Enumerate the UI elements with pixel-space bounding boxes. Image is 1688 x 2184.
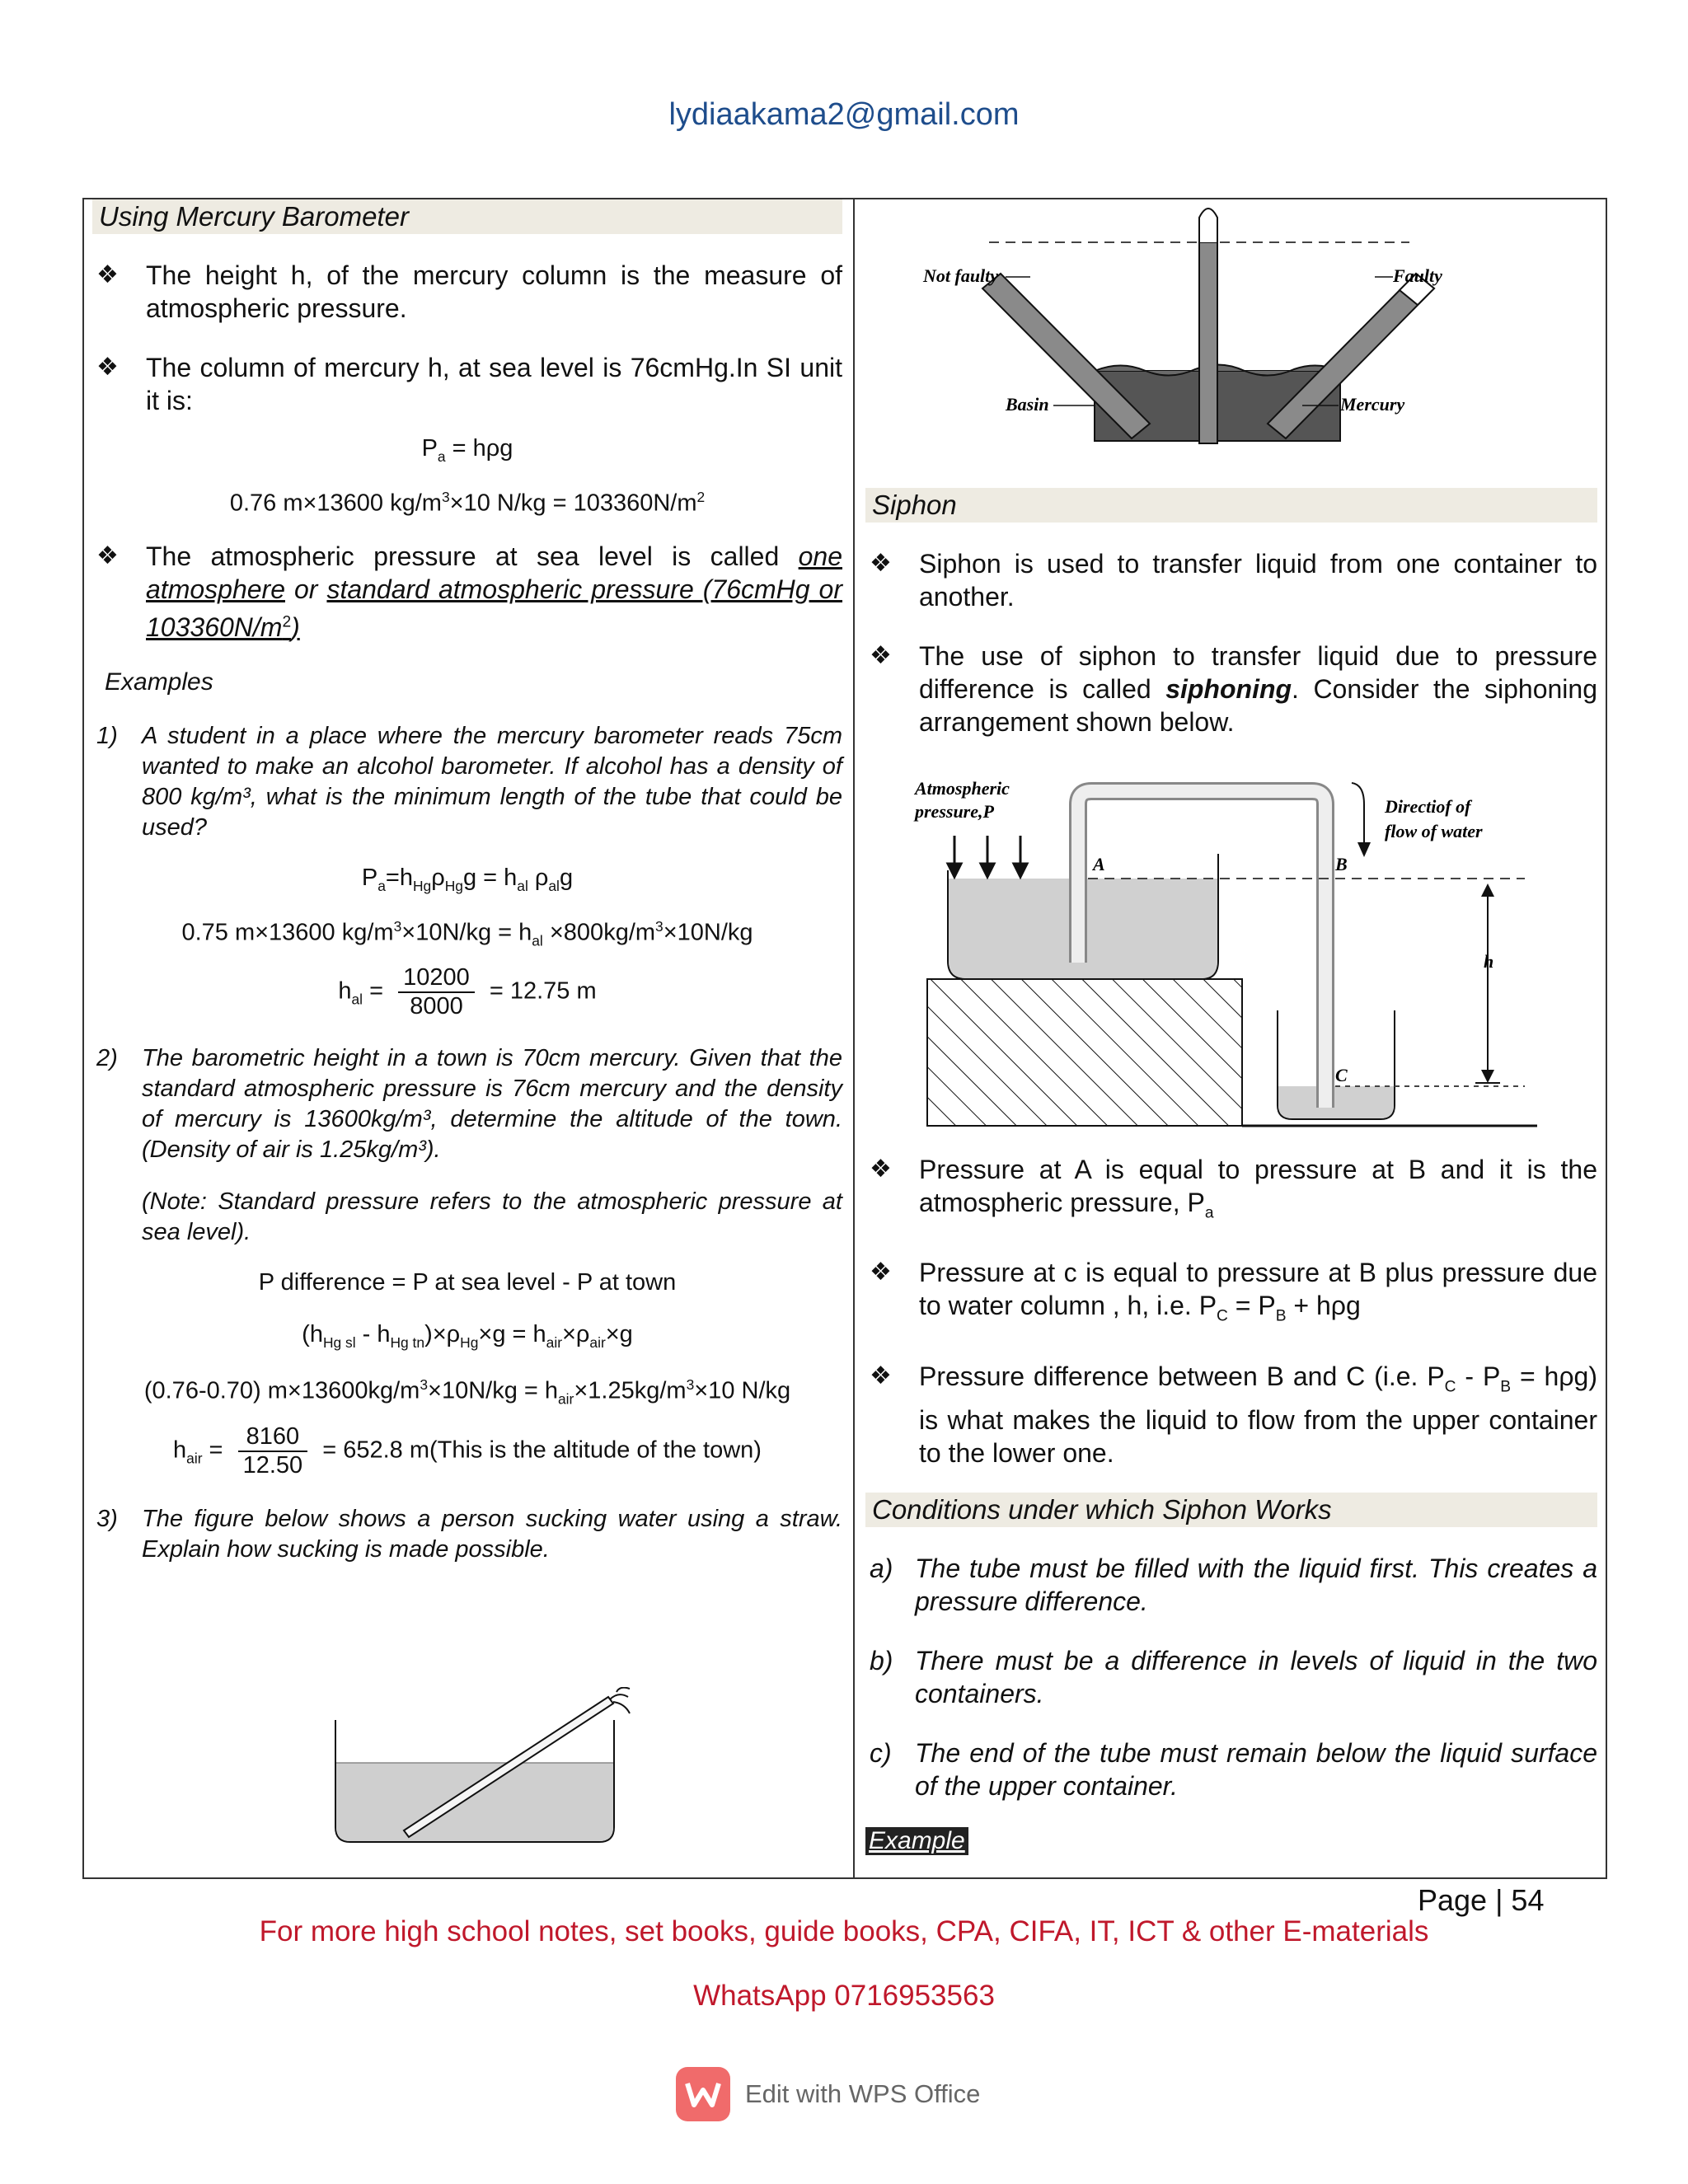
label-not-faulty: Not faulty <box>923 265 999 286</box>
label-atmospheric: Atmospheric <box>915 778 1010 799</box>
section-heading-siphon: Siphon <box>865 488 1597 523</box>
barometer-tubes-figure <box>865 199 1597 484</box>
equation-q2-c: (0.76-0.70) $m\times 13600kg/m^3\times 10N/kg = h_{air}\times 1.25kg/m^3\times 10$ N/kg <box>143 1376 791 1408</box>
bullet-pressure-c: ❖ Pressure at c is equal to pressure at B plus pressure due to water column , h, i.e. $P_C = P_B + h\rho g$ <box>870 1258 1597 1325</box>
bullet-diamond-icon: ❖ <box>96 354 119 381</box>
left-column <box>92 199 842 1565</box>
example-question-2: 2) The barometric height in a town is 70cm mercury. Given that the standard atmospheric pressure is 76cm mercury and the density of mercury is 13600kg/m³, determine the altitude of the town. (Density of air is 1.25kg/m³). <box>96 1045 842 1164</box>
label-basin: Basin <box>1006 394 1049 415</box>
equation-q1-result: $h_{al}$ = $\frac{10200}{8000}$ = 12.75 m <box>338 964 597 1020</box>
header-email: lydiaakama2@gmail.com <box>668 97 1020 132</box>
bullet-siphoning: ❖ The use of siphon to transfer liquid due to pressure difference is called siphoning. Consider the siphoning arrangement shown below. <box>870 641 1597 737</box>
label-mercury: Mercury <box>1340 394 1405 415</box>
bullet-diamond-icon: ❖ <box>870 642 892 669</box>
equation-q2-a: P difference = P at sea level - P at town <box>258 1269 677 1296</box>
label-pressure-pa: pressure,P <box>915 801 994 822</box>
label-point-b: B <box>1335 854 1348 874</box>
bullet-diamond-icon: ❖ <box>96 542 119 570</box>
equation-q2-b: $(h_{Hg sl} - h_{Hg tn})\times\rho_{Hg}\times g = h_{air}\times\rho_{air}\times g$ <box>302 1321 633 1352</box>
equation-q1-b: 0.75 m×13600 $kg/m^3\times 10N/kg = h_{al} \times 800kg/m^3\times 10N/kg$ <box>181 917 753 949</box>
label-point-a: A <box>1093 854 1105 874</box>
example-label-box <box>865 1827 1597 1855</box>
bullet-column-sea-level: ❖ The column of mercury h, at sea level is 76cmHg.In SI unit it is: <box>96 353 842 415</box>
example-label: Example <box>865 1827 968 1855</box>
bullet-diamond-icon: ❖ <box>870 1361 892 1390</box>
wps-logo-icon <box>676 2067 730 2121</box>
footer-promo: For more high school notes, set books, guide books, CPA, CIFA, IT, ICT & other E-materials <box>259 1915 1429 1947</box>
section-heading-mercury-barometer: Using Mercury Barometer <box>92 199 842 234</box>
equation-pa-values: 0.76 m×13600 $kg/m^3\times 10$ $N/kg = 103360N/m^2$ <box>229 488 706 517</box>
siphon-figure <box>865 763 1597 1134</box>
right-column <box>865 199 1597 1855</box>
equation-pa: $P_a = h\rho g$ <box>421 435 513 465</box>
bullet-diamond-icon: ❖ <box>96 261 119 288</box>
label-point-c: C <box>1335 1065 1348 1085</box>
bullet-pressure-a-b: ❖ Pressure at A is equal to pressure at B and it is the atmospheric pressure, $P_a$ <box>870 1155 1597 1222</box>
label-direction: Directiof of <box>1385 796 1471 817</box>
bullet-height-measure: ❖ The height h, of the mercury column is the measure of atmospheric pressure. <box>96 260 842 323</box>
example-question-2-note: (Note: Standard pressure refers to the atmospheric pressure at sea level). <box>142 1188 842 1246</box>
example-question-3: 3) The figure below shows a person sucking water using a straw. Explain how sucking is made possible. <box>96 1505 842 1563</box>
example-question-1: 1) A student in a place where the mercury barometer reads 75cm wanted to make an alcohol barometer. If alcohol has a density of 800 kg/m³, what is the minimum length of the tube that could be used? <box>96 723 842 841</box>
bullet-one-atmosphere: ❖ The atmospheric pressure at sea level is called one atmosphere or standard atmospheric pressure (76cmHg or $103360N/m^2$) <box>96 541 843 643</box>
equation-q1-a: $P_a=h_{Hg}\rho_{Hg}g = h_{al}$ $\rho_{al}g$ <box>361 865 574 894</box>
wps-edit-link[interactable] <box>676 2067 980 2121</box>
section-heading-conditions: Conditions under which Siphon Works <box>865 1493 1597 1527</box>
column-divider <box>853 198 855 1879</box>
label-flow-water: flow of water <box>1385 821 1483 841</box>
equation-q2-result: $h_{air}$ = $\frac{8160}{12.50}$ = 652.8 m(This is the altitude of the town) <box>173 1422 762 1479</box>
label-faulty: Faulty <box>1393 265 1442 286</box>
condition-c: c) The end of the tube must remain below the liquid surface of the upper container. <box>870 1738 1597 1802</box>
footer-whatsapp: WhatsApp 0716953563 <box>693 1980 995 2012</box>
examples-label: Examples <box>105 668 213 696</box>
wps-edit-label[interactable]: Edit with WPS Office <box>745 2079 981 2108</box>
condition-b: b) There must be a difference in levels of liquid in the two containers. <box>870 1646 1597 1709</box>
page-number: Page | 54 <box>1418 1883 1545 1917</box>
bullet-siphon-use: ❖ Siphon is used to transfer liquid from one container to another. <box>870 549 1597 612</box>
bullet-pressure-difference: ❖ Pressure difference between B and C (i.e. $P_C - P_B = h\rho g$) is what makes the liquid to flow from the upper container to the lower one. <box>870 1361 1598 1469</box>
bullet-diamond-icon: ❖ <box>870 1258 892 1286</box>
straw-figure <box>323 1687 752 1877</box>
label-h: h <box>1484 951 1494 972</box>
bullet-diamond-icon: ❖ <box>870 550 892 577</box>
bullet-diamond-icon: ❖ <box>870 1155 892 1183</box>
condition-a: a) The tube must be filled with the liquid first. This creates a pressure difference. <box>870 1554 1597 1617</box>
